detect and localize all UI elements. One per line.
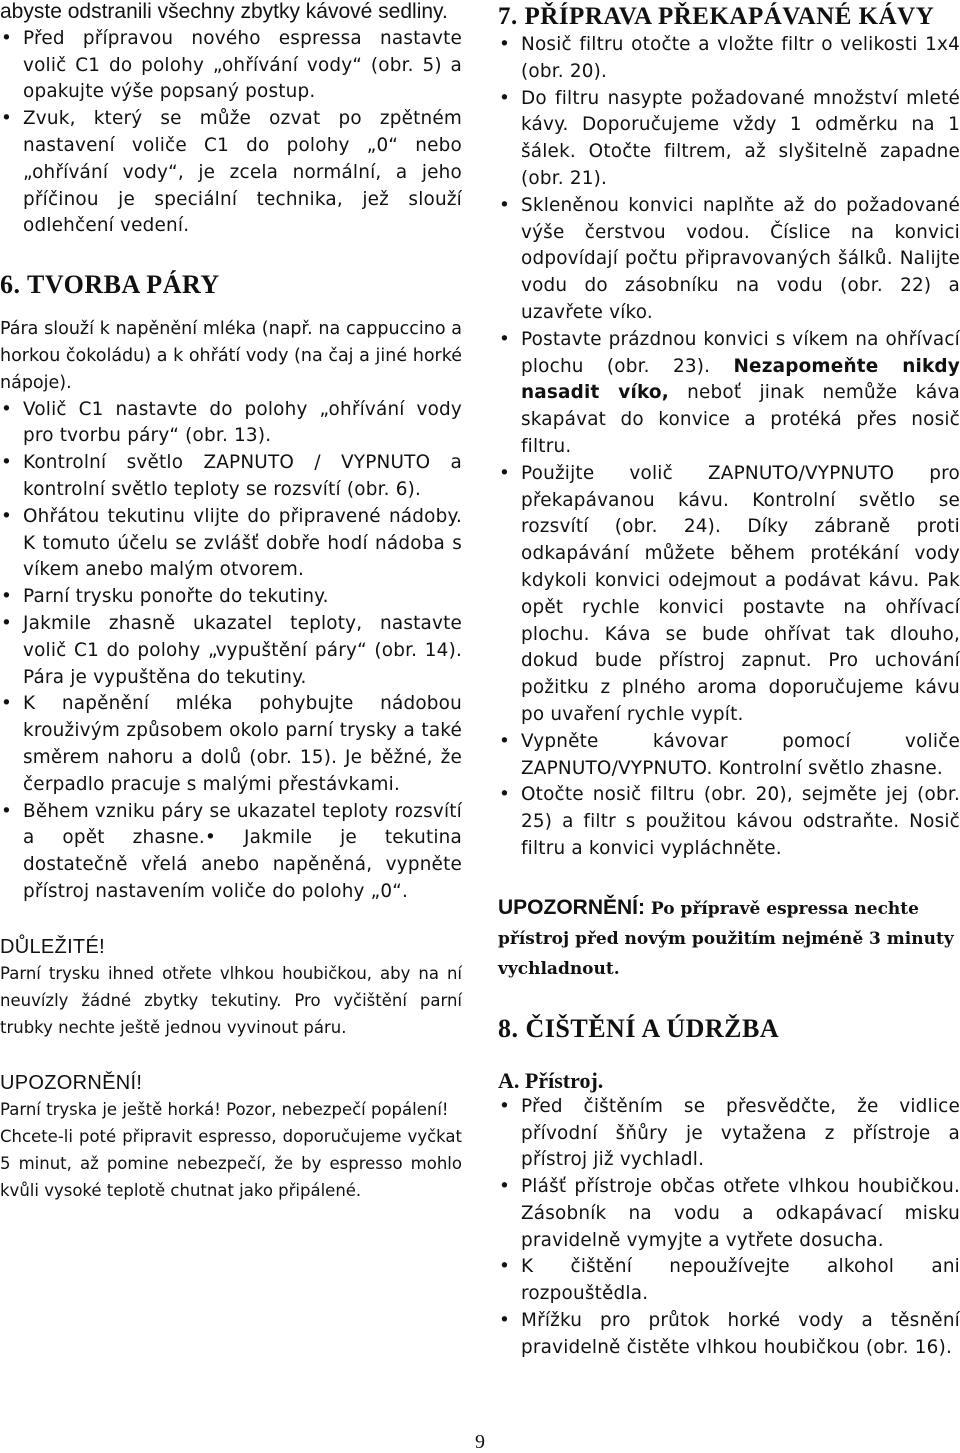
section-8-subtitle: A. Přístroj. [498,1067,604,1093]
list-item: • Do filtru nasypte požadované množství mleté kávy. Doporučujeme vždy 1 odměrku na 1 šálek. Otočte filtrem, až slyšitelně zapadne (obr. 21). [498,86,960,193]
list-item [498,327,960,461]
list-item: • Vypněte kávovar pomocí voliče ZAPNUTO/VYPNUTO. Kontrolní světlo zhasne. [498,729,960,783]
list-item: • Jakmile zhasně ukazatel teploty, nastavte volič C1 do polohy „vypuštění páry“ (obr. 14). Pára je vypuštěna do tekutiny. [0,611,462,691]
lid-warning-bold: Nezapomeňte nikdy nasadit víko, [521,355,960,404]
intro-bullet-list [0,26,462,240]
cooldown-warning-lead: UPOZORNĚNÍ: [498,895,645,919]
list-item: • K čištění nepoužívejte alkohol ani rozpouštědla. [498,1254,960,1308]
list-item: • Před čištěním se přesvědčte, že vidlice přívodní šňůry je vytažena z přístroje a přístroj již vychladl. [498,1094,960,1174]
warning-text-burn: Parní tryska je ještě horká! Pozor, nebezpečí popálení! [0,1099,449,1119]
left-column [0,0,462,1205]
list-item: • Před přípravou nového espressa nastavte volič C1 do polohy „ohřívání vody“ (obr. 5) a opakujte výše popsaný postup. [0,26,462,106]
list-item: • Skleněnou konvici naplňte až do požadované výše čerstvou vodou. Číslice na konvici odpovídají počtu připravovaných šálků. Nalijte vodu do zásobníku na vodu (obr. 22) a uzavřete víko. [498,193,960,327]
list-item: • Plášť přístroje občas otřete vlhkou houbičkou. Zásobník na vodu a odkapávací misku pravidelně vymyjte a vytřete dosucha. [498,1174,960,1254]
lid-step-text-end: neboť jinak nemůže káva skapávat do konvice a protéká přes nosič filtru. [521,382,960,457]
right-column [498,0,960,1362]
important-text: Parní trysku ihned otřete vlhkou houbičkou, aby na ní neuvízly žádné zbytky tekutiny. Pro vyčištění parní trubky nechte ještě jednou vyvinout páru. [0,963,462,1038]
lid-step-text: Postavte prázdnou konvici s víkem na ohřívací plochu (obr. 23). [521,328,960,377]
page-number: 9 [475,1431,485,1453]
section-7-bullet-list [498,32,960,863]
section-6-title: 6. TVORBA PÁRY [0,270,220,300]
list-item: • Zvuk, který se může ozvat po zpětném nastavení voliče C1 do polohy „0“ nebo „ohřívání vody“, je zcela normální, a jeho příčinou je speciální technika, jež slouží odlehčení vedení. [0,106,462,240]
list-item: • Nosič filtru otočte a vložte filtr o velikosti 1x4 (obr. 20). [498,32,960,86]
important-title: DŮLEŽITÉ! [0,935,105,958]
intro-continuation: abyste odstranili všechny zbytky kávové sedliny. [0,0,448,23]
section-7-title: 7. PŘÍPRAVA PŘEKAPÁVANÉ KÁVY [498,3,935,30]
list-item: • Ohřátou tekutinu vlijte do připravené nádoby. K tomuto účelu se zvlášť dobře hodí nádoba s víkem anebo malým otvorem. [0,504,462,584]
cooldown-warning-text: Po přípravě espressa nechte přístroj před novým použitím nejméně 3 minuty vychladnout. [498,898,954,979]
list-item: • Parní trysku ponořte do tekutiny. [0,584,462,611]
list-item: • Otočte nosič filtru (obr. 20), sejměte jej (obr. 25) a filtr s použitou kávou odstraňte. Nosič filtru a konvici vypláchněte. [498,782,960,862]
list-item: • Volič C1 nastavte do polohy „ohřívání vody pro tvorbu páry“ (obr. 13). [0,397,462,451]
list-item: • Mřížku pro průtok horké vody a těsnění pravidelně čistěte vlhkou houbičkou (obr. 16). [498,1308,960,1362]
warning-text-wait: Chcete-li poté připravit espresso, doporučujeme vyčkat 5 minut, až pomine nebezpečí, že by espresso mohlo kvůli vysoké teplotě chutnat jako připálené. [0,1126,462,1201]
section-8-title: 8. ČIŠTĚNÍ A ÚDRŽBA [498,1013,780,1043]
section-6-intro: Pára slouží k napěnění mléka (např. na cappuccino a horkou čokoládu) a k ohřátí vody (na čaj a jiné horké nápoje). [0,319,462,393]
list-item: • Použijte volič ZAPNUTO/VYPNUTO pro překapávanou kávu. Kontrolní světlo se rozsvítí (obr. 24). Díky zábraně proti odkapávání můžete během protékání vody kdykoli konvici odejmout a podávat kávu. Pak opět rychle konvici postavte na ohřívací plochu. Káva se bude ohřívat tak dlouho, dokud bude přístroj zapnut. Pro uchování požitku z plného aroma doporučujeme kávu po uvaření rychle vypít. [498,461,960,729]
list-item: • Během vzniku páry se ukazatel teploty rozsvítí a opět zhasne.• Jakmile je tekutina dostatečně vřelá anebo napěněná, vypněte přístroj nastavením voliče do polohy „0“. [0,799,462,906]
warning-title: UPOZORNĚNÍ! [0,1071,143,1094]
section-6-bullet-list [0,397,462,906]
list-item: • K napěnění mléka pohybujte nádobou krouživým způsobem okolo parní trysky a také směrem nahoru a dolů (obr. 15). Je běžné, že čerpadlo pracuje s malými přestávkami. [0,691,462,798]
section-8-bullet-list [498,1094,960,1362]
list-item: • Kontrolní světlo ZAPNUTO / VYPNUTO a kontrolní světlo teploty se rozsvítí (obr. 6). [0,450,462,504]
cooldown-warning [498,893,960,984]
